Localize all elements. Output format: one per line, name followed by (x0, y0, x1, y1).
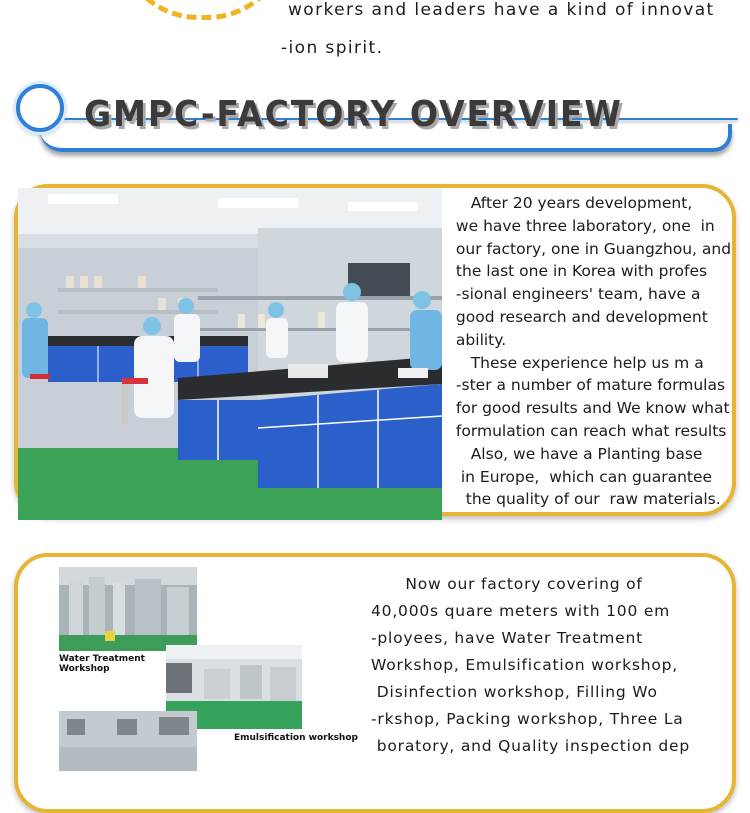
lab-text-line: for good results and We know what (451, 399, 730, 418)
factory-text-line: Workshop, Emulsification workshop, (371, 656, 678, 674)
lab-text-line: -sional engineers' team, have a (451, 285, 701, 304)
laboratory-photo (18, 188, 442, 520)
lab-text-line: the last one in Korea with profes (451, 262, 708, 281)
lab-text-line: Also, we have a Planting base (451, 444, 703, 463)
lab-text-line: our factory, one in Guangzhou, and (451, 239, 732, 258)
factory-text-line: -rkshop, Packing workshop, Three La (371, 710, 684, 728)
lab-text-line: After 20 years development, (451, 194, 693, 212)
lab-text-line: the quality of our raw materials. (451, 490, 721, 509)
lab-text-line: ability. (451, 330, 507, 349)
lab-text-line: we have three laboratory, one in (451, 216, 715, 235)
decorative-dashed-arc (118, 0, 288, 20)
factory-text-line: Now our factory covering of (371, 575, 643, 593)
lab-text-line: good research and development (451, 307, 708, 326)
intro-text-line-2: -ion spirit. (281, 38, 384, 58)
header-circle-icon (16, 84, 64, 132)
factory-card (14, 553, 736, 813)
section-title: GMPC-FACTORY OVERVIEW (84, 94, 623, 135)
lab-description (451, 192, 732, 511)
lab-text-line: -ster a number of mature formulas (451, 376, 726, 395)
factory-text-line: -ployees, have Water Treatment (371, 629, 643, 647)
workshop-photo (59, 711, 197, 771)
factory-text-line: Disinfection workshop, Filling Wo (371, 683, 658, 701)
factory-description (371, 571, 701, 760)
intro-text-line-1: workers and leaders have a kind of innovat (288, 0, 715, 20)
factory-text-line: 40,000s quare meters with 100 em (371, 602, 671, 620)
laboratory-illustration (18, 188, 442, 520)
water-treatment-caption-line-1: Water Treatment (59, 654, 145, 664)
lab-text-line: These experience help us m a (451, 353, 704, 372)
factory-text-line: boratory, and Quality inspection dep (371, 737, 691, 755)
water-treatment-caption-line-2: Workshop (59, 664, 110, 674)
lab-card (14, 184, 736, 516)
water-treatment-photo (59, 567, 197, 651)
lab-text-line: formulation can reach what results (451, 421, 727, 440)
emulsification-caption-line-1: Emulsification workshop (234, 733, 358, 743)
lab-text-line: in Europe, which can guarantee (451, 467, 713, 486)
